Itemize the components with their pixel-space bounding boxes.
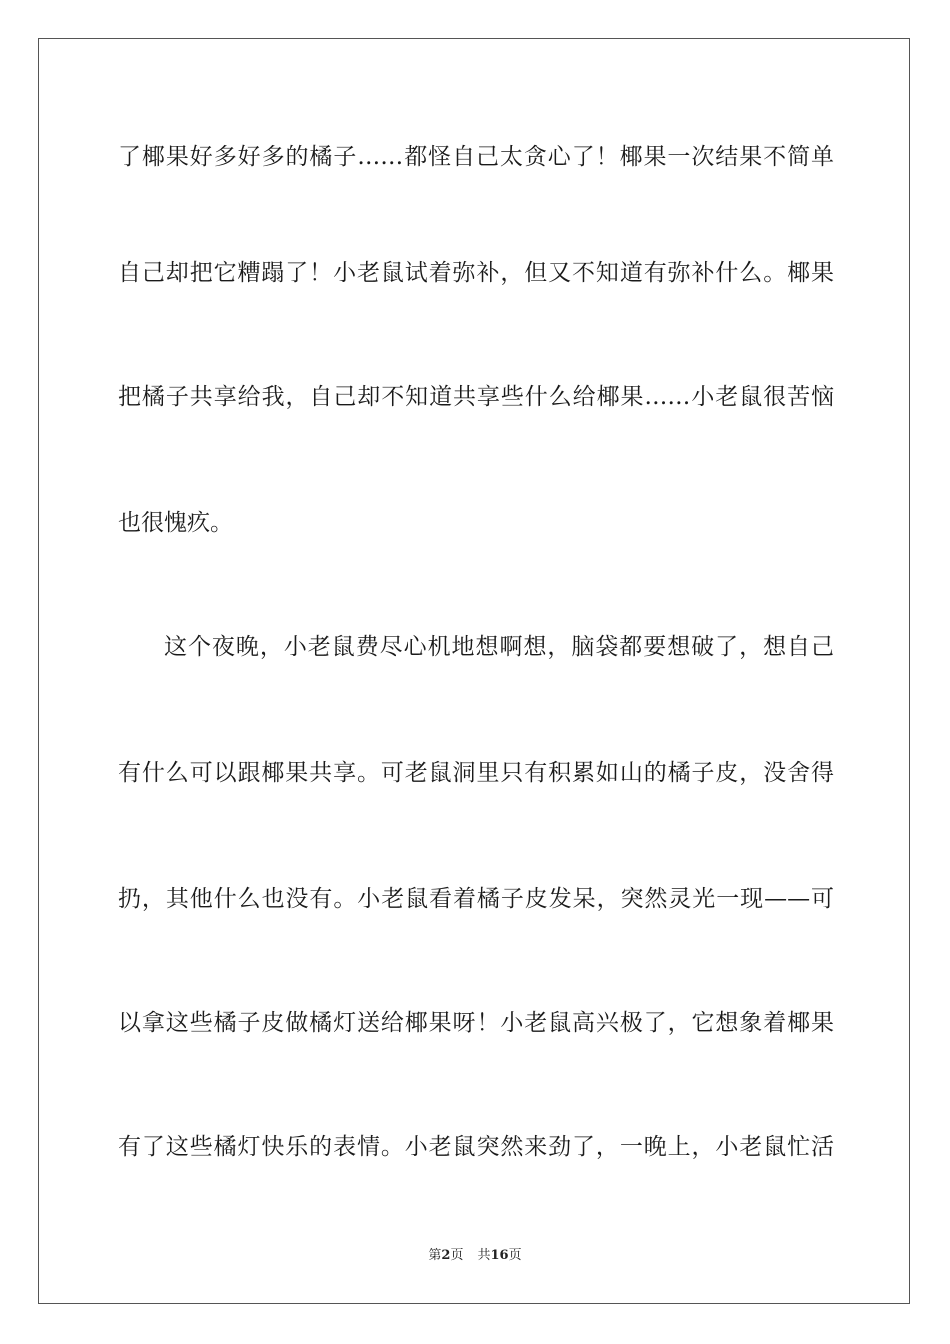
text-line-6: 有什么可以跟椰果共享。可老鼠洞里只有积累如山的橘子皮，没舍得 xyxy=(118,760,834,786)
text-line-2: 自己却把它糟蹋了！小老鼠试着弥补，但又不知道有弥补什么。椰果 xyxy=(118,260,834,286)
page-prefix: 第 xyxy=(428,1248,442,1263)
text-line-1: 了椰果好多好多的橘子……都怪自己太贪心了！椰果一次结果不简单 xyxy=(118,144,834,170)
text-line-3: 把橘子共享给我，自己却不知道共享些什么给椰果……小老鼠很苦恼 xyxy=(118,384,834,410)
total-suffix: 页 xyxy=(508,1248,522,1263)
text-line-8: 以拿这些橘子皮做橘灯送给椰果呀！小老鼠高兴极了，它想象着椰果 xyxy=(118,1010,834,1036)
total-pages: 16 xyxy=(490,1248,509,1263)
page-number: 2 xyxy=(441,1248,451,1263)
page-border xyxy=(38,38,910,1304)
text-line-4: 也很愧疚。 xyxy=(118,510,233,536)
text-line-9: 有了这些橘灯快乐的表情。小老鼠突然来劲了，一晚上，小老鼠忙活 xyxy=(118,1134,834,1160)
page-footer xyxy=(0,1247,950,1265)
page-suffix: 页 xyxy=(450,1248,464,1263)
text-line-5: 这个夜晚，小老鼠费尽心机地想啊想，脑袋都要想破了，想自己 xyxy=(164,634,834,660)
total-prefix: 共 xyxy=(477,1248,491,1263)
text-line-7: 扔，其他什么也没有。小老鼠看着橘子皮发呆，突然灵光一现——可 xyxy=(118,886,834,912)
